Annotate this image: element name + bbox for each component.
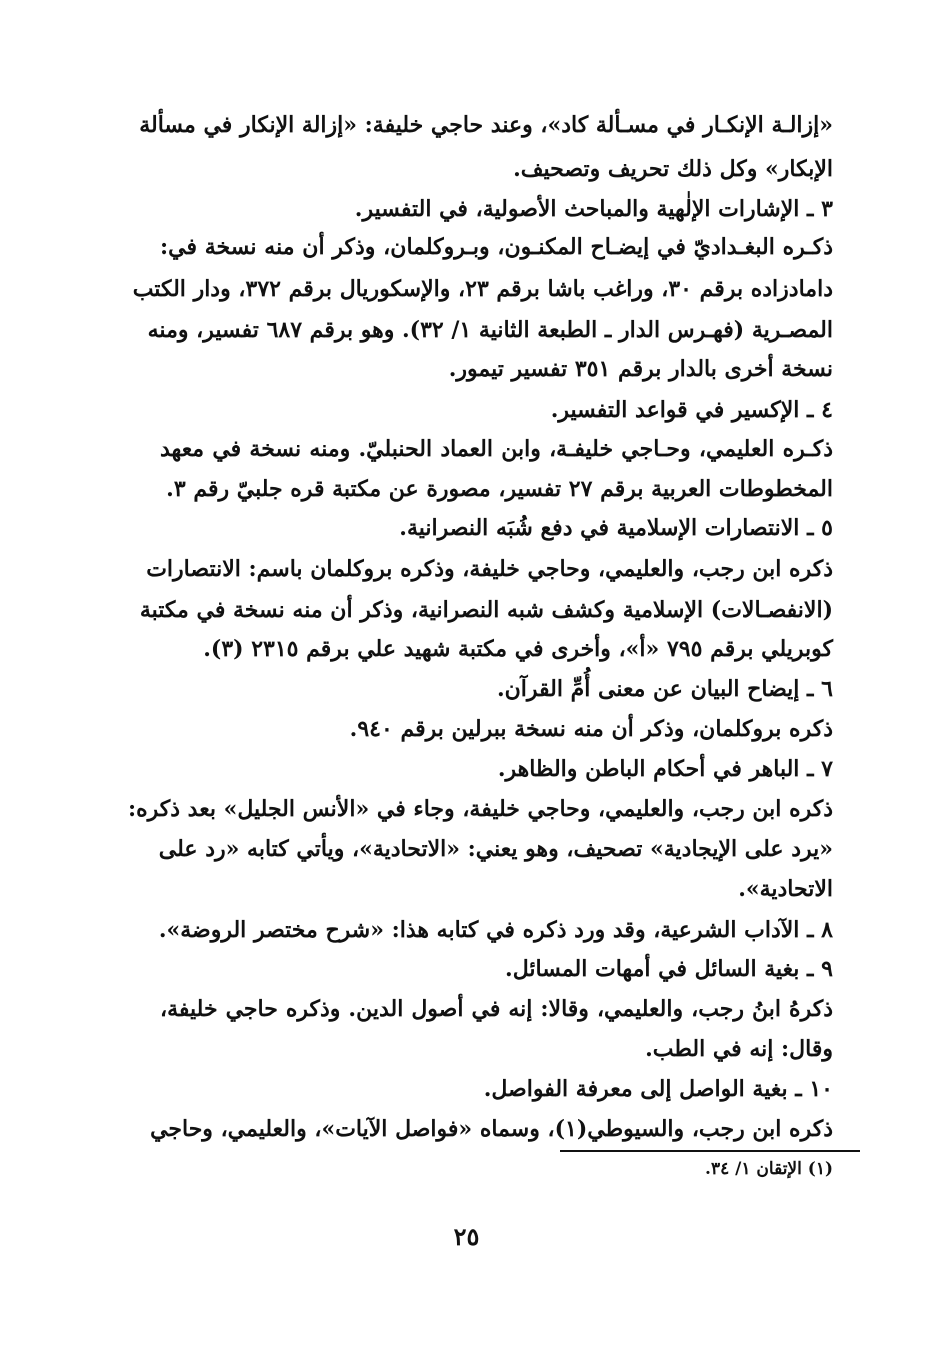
text-line: دامادزاده برقم ٣٠، وراغب باشا برقم ٢٣، والإسكوريال برقم ٣٧٢، ودار الكتب (132, 276, 833, 302)
text-line: ذكره ابن رجب، والسيوطي(١)، وسماه «فواصل الآيات»، والعليمي، وحاجي (150, 1116, 833, 1142)
text-line: كوبريلي برقم ٧٩٥ «أ»، وأخرى في مكتبة شهيد علي برقم ٢٣١٥ (٣). (203, 636, 833, 662)
text-line: نسخة أخرى بالدار برقم ٣٥١ تفسير تيمور. (448, 356, 833, 382)
text-line: الاتحادية». (738, 876, 833, 902)
footnote-divider (560, 1150, 860, 1152)
text-line: ذكره ابن رجب، والعليمي، وحاجي خليفة، وذكره بروكلمان باسم: الانتصارات (146, 556, 833, 582)
text-line: الإبكار» وكل ذلك تحريف وتصحيف. (513, 156, 833, 182)
section-heading-3: ٣ ـ الإشارات الإلٰهية والمباحث الأصولية، في التفسير. (354, 196, 833, 222)
text-line: ذكرهُ ابنُ رجب، والعليمي، وقالا: إنه في أصول الدين. وذكره حاجي خليفة، (160, 996, 833, 1022)
section-heading-8: ٨ ـ الآداب الشرعية، وقد ورد ذكره في كتابه هذا: «شرح مختصر الروضة». (158, 917, 833, 943)
text-line: ذكـره العليمي، وحـاجي خليفـة، وابن العماد الحنبليّ. ومنه نسخة في معهد (160, 436, 833, 462)
text-line: المصـرية (فهـرس الدار ـ الطبعة الثانية ١/ ٣٢). وهو برقم ٦٨٧ تفسير، ومنه (147, 317, 833, 343)
text-line: المخطوطات العربية برقم ٢٧ تفسير، مصورة عن مكتبة قره جلبيّ رقم ٣. (166, 476, 833, 502)
text-line: «يرد على الإيجادية» تصحيف، وهو يعني: «الاتحادية»، ويأتي كتابه «رد على (158, 836, 833, 862)
text-line: «إزالـة الإنكـار في مسـألة كاد»، وعند حاجي خليفة: «إزالة الإنكار في مسألة (139, 112, 833, 138)
section-heading-9: ٩ ـ بغية السائل في أمهات المسائل. (505, 956, 833, 982)
text-line: ذكره بروكلمان، وذكر أن منه نسخة ببرلين برقم ٩٤٠. (349, 716, 833, 742)
text-line: ذكـره البغـداديّ في إيضـاح المكنـون، وبـروكلمان، وذكر أن منه نسخة في: (160, 234, 833, 260)
text-line: ذكره ابن رجب، والعليمي، وحاجي خليفة، وجاء في «الأنس الجليل» بعد ذكره: (127, 796, 833, 822)
text-line: (الانفصـالات) الإسلامية وكشف شبه النصرانية، وذكر أن منه نسخة في مكتبة (139, 597, 833, 623)
section-heading-6: ٦ ـ إيضاح البيان عن معنى أُمِّ القرآن. (496, 676, 833, 702)
section-heading-4: ٤ ـ الإكسير في قواعد التفسير. (550, 397, 833, 423)
section-heading-7: ٧ ـ الباهر في أحكام الباطن والظاهر. (497, 756, 833, 782)
section-heading-5: ٥ ـ الانتصارات الإسلامية في دفع شُبَه النصرانية. (399, 515, 833, 541)
text-line: وقال: إنه في الطب. (645, 1036, 833, 1062)
section-heading-10: ١٠ ـ بغية الواصل إلى معرفة الفواصل. (483, 1076, 833, 1102)
footnote: (١) الإتقان ١/ ٣٤. (705, 1159, 833, 1179)
page-number: ٢٥ (453, 1222, 480, 1251)
